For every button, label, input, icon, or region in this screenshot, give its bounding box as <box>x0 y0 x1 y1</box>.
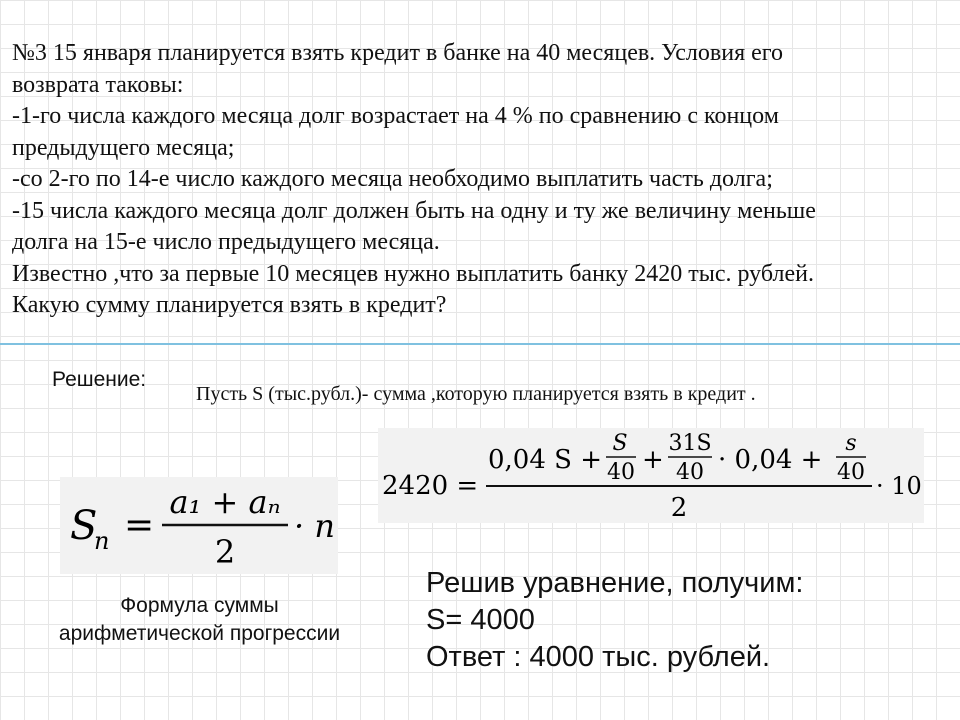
problem-line: -со 2-го по 14-е число каждого месяца необходимо выплатить часть долга; <box>12 166 773 192</box>
main-equation <box>378 428 924 523</box>
problem-line: Известно ,что за первые 10 месяцев нужно выплатить банку 2420 тыс. рублей. <box>12 260 814 287</box>
problem-line: -1-го числа каждого месяца долг возрастает на 4 % по сравнению с концом <box>12 103 779 129</box>
caption-line: Формула суммы <box>120 594 279 617</box>
let-statement: Пусть S (тыс.рубл.)- сумма ,которую планируется взять в кредит . <box>196 383 756 405</box>
formula-numerator: a₁ + aₙ <box>169 483 281 521</box>
formula-denominator: 2 <box>214 533 236 571</box>
problem-line: №3 15 января планируется взять кредит в банке на 40 месяцев. Условия его <box>12 40 784 66</box>
problem-line: предыдущего месяца; <box>12 134 235 161</box>
arith-sum-formula <box>60 477 338 574</box>
problem-statement <box>12 38 947 322</box>
problem-line: Какую сумму планируется взять в кредит? <box>12 292 447 318</box>
formula-tail: · n <box>294 507 335 545</box>
result-intro: Решив уравнение, получим: <box>426 567 804 599</box>
answer-line: Ответ : 4000 тыс. рублей. <box>426 641 771 673</box>
equation-tail: · 10 <box>876 472 922 500</box>
equation-mid: · 0,04 + <box>718 445 823 475</box>
equation-plus: + <box>642 445 664 475</box>
frac2-numerator: 31S <box>668 431 712 456</box>
solution-label: Решение: <box>52 368 147 391</box>
problem-line: долга на 15-е число предыдущего месяца. <box>12 229 440 255</box>
problem-line: -15 числа каждого месяца долг должен быть на одну и ту же величину меньше <box>12 197 816 224</box>
formula-equals: = <box>124 505 155 546</box>
frac2-denominator: 40 <box>676 460 704 485</box>
caption-line: арифметической прогрессии <box>58 622 341 645</box>
section-divider <box>0 343 960 345</box>
equation-lhs: 2420 = <box>382 471 479 501</box>
frac1-denominator: 40 <box>607 460 635 485</box>
formula-caption <box>32 592 367 648</box>
frac3-numerator: s <box>845 431 857 456</box>
problem-line: возврата таковы: <box>12 71 184 98</box>
frac1-numerator: S <box>612 431 628 456</box>
equation-denominator: 2 <box>670 493 688 523</box>
result-block <box>426 565 803 676</box>
formula-lhs: S <box>70 503 98 549</box>
frac3-denominator: 40 <box>837 460 865 485</box>
result-value: S= 4000 <box>426 604 535 636</box>
formula-lhs-subscript: n <box>94 527 110 555</box>
equation-term1: 0,04 S + <box>488 445 603 475</box>
